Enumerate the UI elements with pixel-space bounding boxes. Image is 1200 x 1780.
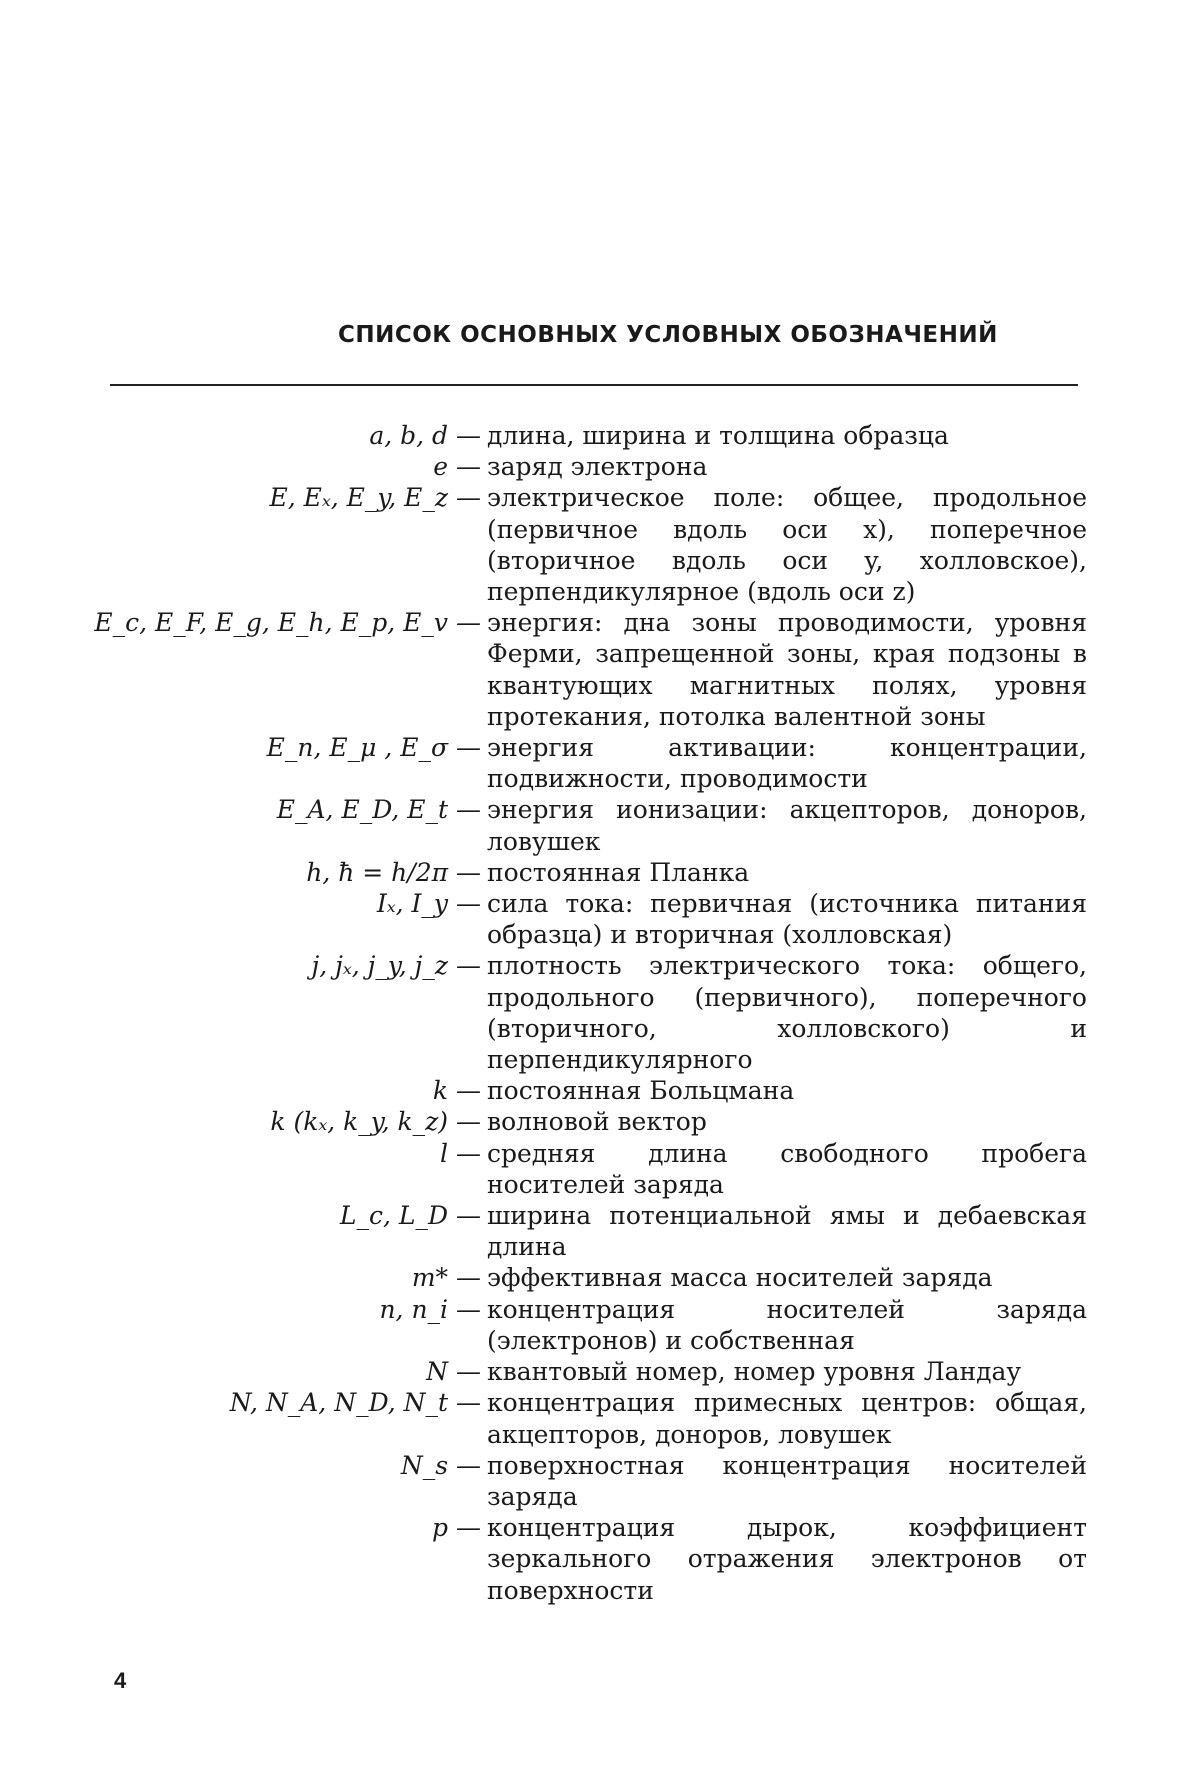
notation-entry xyxy=(0,1356,1200,1387)
notation-description: энергия: дна зоны проводимости, уровня Ферми, запрещенной зоны, края подзоны в квантующих магнитных полях, уровня протекания, потолка валентной зоны xyxy=(487,608,1087,731)
notation-symbol: N_s — xyxy=(400,1450,481,1480)
notation-entry xyxy=(0,1294,1200,1356)
notation-symbol: E, Eₓ, E_y, E_z — xyxy=(269,483,481,513)
notation-description: сила тока: первичная (источника питания образца) и вторичная (холловская) xyxy=(487,889,1087,950)
notation-description: длина, ширина и толщина образца xyxy=(487,421,949,450)
notation-list xyxy=(0,420,1200,1606)
notation-entry xyxy=(0,1450,1200,1512)
notation-description: плотность электрического тока: общего, продольного (первичного), поперечного (вторичного, холловского) и перпендикулярного xyxy=(487,951,1087,1075)
notation-symbol: h, ħ = h/2π — xyxy=(306,857,481,887)
notation-entry xyxy=(0,888,1200,950)
notation-description: постоянная Больцмана xyxy=(487,1076,795,1106)
notation-symbol: n, n_i — xyxy=(379,1294,481,1324)
page-title: СПИСОК ОСНОВНЫХ УСЛОВНЫХ ОБОЗНАЧЕНИЙ xyxy=(338,322,998,348)
notation-symbol: N, N_A, N_D, N_t — xyxy=(229,1388,481,1418)
notation-symbol: j, jₓ, j_y, j_z — xyxy=(311,951,481,981)
notation-entry xyxy=(0,857,1200,888)
title-rule xyxy=(110,384,1078,386)
notation-description: энергия ионизации: акцепторов, доноров, ловушек xyxy=(487,795,1087,856)
notation-description: концентрация примесных центров: общая, акцепторов, доноров, ловушек xyxy=(487,1388,1087,1449)
notation-symbol: L_c, L_D — xyxy=(339,1201,481,1231)
notation-symbol: e — xyxy=(433,452,481,482)
notation-entry xyxy=(0,732,1200,794)
notation-entry xyxy=(0,1200,1200,1262)
notation-symbol: Iₓ, I_y — xyxy=(376,889,481,919)
notation-entry xyxy=(0,1106,1200,1137)
notation-description: средняя длина свободного пробега носителей заряда xyxy=(487,1138,1087,1199)
notation-description: квантовый номер, номер уровня Ландау xyxy=(487,1357,1022,1387)
notation-description: энергия активации: концентрации, подвижности, проводимости xyxy=(487,733,1087,794)
notation-description: заряд электрона xyxy=(487,452,708,482)
notation-description: концентрация носителей заряда (электронов) и собственная xyxy=(487,1294,1087,1355)
notation-entry xyxy=(0,950,1200,1075)
notation-symbol: p — xyxy=(432,1513,481,1543)
notation-entry xyxy=(0,1075,1200,1106)
notation-entry xyxy=(0,420,1200,451)
notation-description: электрическое поле: общее, продольное (первичное вдоль оси x), поперечное (вторичное вдоль оси y, холловское), перпендикулярное (вдоль оси z) xyxy=(487,483,1087,607)
notation-description: концентрация дырок, коэффициент зеркального отражения электронов от поверхности xyxy=(487,1513,1087,1605)
notation-description: волновой вектор xyxy=(487,1107,707,1137)
notation-description: постоянная Планка xyxy=(487,857,750,887)
notation-entry xyxy=(0,451,1200,482)
notation-symbol: m* — xyxy=(411,1263,481,1293)
notation-entry xyxy=(0,482,1200,607)
notation-entry xyxy=(0,1262,1200,1293)
notation-symbol: E_n, E_μ , E_σ — xyxy=(266,733,481,763)
notation-symbol: E_A, E_D, E_t — xyxy=(276,795,481,825)
notation-entry xyxy=(0,1138,1200,1200)
notation-symbol: k — xyxy=(432,1076,481,1106)
notation-entry xyxy=(0,607,1200,732)
notation-entry xyxy=(0,1512,1200,1606)
notation-description: эффективная масса носителей заряда xyxy=(487,1263,993,1293)
notation-description: поверхностная концентрация носителей заряда xyxy=(487,1450,1087,1511)
notation-symbol: E_c, E_F, E_g, E_h, E_p, E_v — xyxy=(94,608,481,638)
notation-symbol: l — xyxy=(440,1138,481,1168)
notation-entry xyxy=(0,1387,1200,1449)
notation-symbol: N — xyxy=(426,1357,481,1387)
notation-symbol: a, b, d — xyxy=(369,421,481,450)
notation-description: ширина потенциальной ямы и дебаевская длина xyxy=(487,1201,1087,1262)
notation-symbol: k (kₓ, k_y, k_z) — xyxy=(270,1107,481,1137)
notation-entry xyxy=(0,794,1200,856)
page-number: 4 xyxy=(114,1668,127,1693)
